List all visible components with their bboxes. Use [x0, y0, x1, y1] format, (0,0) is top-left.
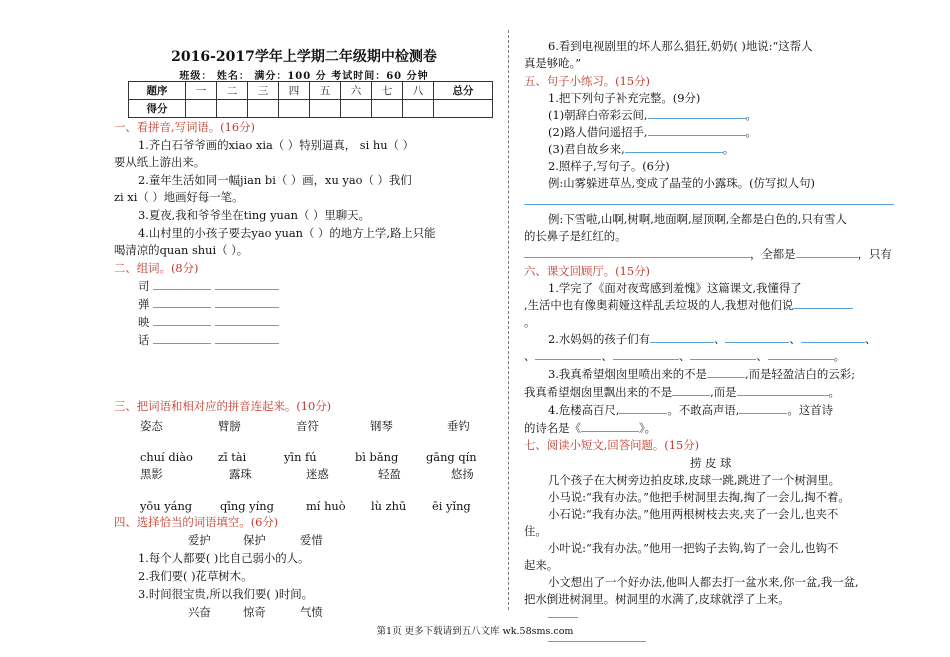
match-word: 迷惑 [306, 467, 329, 481]
answer-blank[interactable] [153, 278, 211, 290]
match-pinyin: ēi yǐng [432, 499, 471, 513]
story-paragraph: 把水倒进树洞里。树洞里的水满了,皮球就浮了上来。 [524, 592, 790, 606]
line-text: ,而是 [710, 385, 737, 399]
line-text: (1)朝辞白帝彩云间, [548, 108, 648, 122]
answer-blank[interactable] [524, 246, 750, 258]
question-line [524, 420, 656, 436]
question-line: 1.学完了《面对夜莺感到羞愧》这篇课文,我懂得了 [548, 281, 802, 295]
question-line: 2.童年生活如同一幅jian bi（ ）画，xu yao（ ）我们 [138, 173, 412, 187]
word-option: 气愤 [300, 605, 323, 619]
match-pinyin: zī tài [218, 450, 247, 464]
word-char: 映 [138, 315, 150, 329]
question-line: 2.照样子,写句子。(6分) [548, 159, 670, 173]
question-line: (3)君自故乡来, 。 [548, 142, 735, 156]
table-cell: 总分 [434, 82, 493, 100]
line-text: 我真希望烟囱里飘出来的不是 [524, 385, 673, 399]
word-option: 兴奋 [188, 605, 211, 619]
story-paragraph: 起来。 [524, 558, 559, 572]
section-6-title: 六、课文回顾厅。(15分) [524, 264, 650, 278]
story-paragraph: 几个孩子在大树旁边拍皮球,皮球一跳,跳进了一个树洞里。 [548, 473, 841, 487]
word-group-item [138, 296, 279, 312]
word-option: 爱护 [188, 533, 211, 547]
question-line: 1.把下列句子补充完整。(9分) [548, 91, 701, 105]
question-line: 我真希望烟囱里飘出来的不是 ,而是 。 [524, 385, 840, 399]
table-cell[interactable] [248, 100, 279, 118]
table-cell[interactable] [403, 100, 434, 118]
table-cell[interactable] [217, 100, 248, 118]
line-text: 的诗名是《 [524, 421, 581, 435]
question-line: 真是够呛。” [524, 56, 582, 70]
table-cell: 三 [248, 82, 279, 100]
question-line [548, 366, 855, 382]
question-line: zi xi（ ）地画好每一笔。 [114, 190, 244, 204]
question-line: 要从纸上游出来。 [114, 155, 206, 169]
question-line: 1.齐白石爷爷画的xiao xia（ ）特别逼真， si hu（ ） [138, 138, 414, 152]
question-line: 2.水妈妈的孩子们有 、 、 、 [548, 332, 877, 346]
question-line: 例:下雪啦,山啊,树啊,地面啊,屋顶啊,全都是白色的,只有雪人 [548, 212, 847, 226]
answer-blank[interactable] [801, 331, 865, 343]
story-paragraph: 小文想出了一个好办法,他叫人都去打一盆水来,你一盆,我一盆, [548, 575, 859, 589]
word-option: 保护 [243, 533, 266, 547]
answer-blank[interactable] [548, 633, 582, 642]
word-group-item [138, 278, 279, 294]
answer-blank[interactable] [616, 633, 646, 642]
story-paragraph: 小石说:“我有办法。”他用两根树枝去夹,夹了一会儿,也夹不 [548, 507, 839, 521]
answer-blank[interactable] [796, 246, 858, 258]
answer-blank[interactable] [215, 278, 279, 290]
table-cell: 题序 [129, 82, 186, 100]
answer-blank[interactable] [648, 124, 746, 136]
answer-blank[interactable] [613, 348, 679, 360]
exam-info: 班级： 姓名： 满分：100 分 考试时间：60 分钟 [179, 71, 429, 82]
answer-blank[interactable] [619, 402, 667, 414]
question-line: (1)朝辞白帝彩云间, 。 [548, 108, 757, 122]
word-group-item [138, 332, 279, 348]
question-line [524, 246, 892, 262]
line-text: 2.水妈妈的孩子们有 [548, 332, 650, 346]
section-4-title: 四、选择恰当的词语填空。(6分) [114, 515, 279, 529]
match-pinyin: chuí diào [140, 450, 193, 464]
match-pinyin: gāng qín [426, 450, 477, 464]
question-line: 的长鼻子是红红的。 [524, 229, 627, 243]
match-word: 悠扬 [451, 467, 474, 481]
answer-blank[interactable] [739, 402, 787, 414]
answer-blank[interactable] [548, 608, 578, 618]
line-text: 3.我真希望烟囱里喷出来的不是 [548, 367, 707, 381]
section-5-title: 五、句子小练习。(15分) [524, 74, 650, 88]
answer-blank[interactable] [215, 332, 279, 344]
word-group-item [138, 314, 279, 330]
table-cell: 五 [310, 82, 341, 100]
table-cell: 一 [186, 82, 217, 100]
answer-line[interactable] [524, 193, 894, 209]
answer-blank[interactable] [737, 384, 829, 396]
line-text: ,生活中也有像奥莉娅这样乱丢垃圾的人,我想对他们说 [524, 298, 794, 312]
match-word: 黑影 [140, 467, 163, 481]
line-text: 》。 [638, 421, 657, 435]
line-text: (2)路人借问遥招手, [548, 125, 648, 139]
table-cell: 二 [217, 82, 248, 100]
match-pinyin: mí huò [306, 499, 346, 513]
answer-blank[interactable] [725, 331, 789, 343]
answer-blank[interactable] [707, 366, 745, 378]
word-option: 爱惜 [300, 533, 323, 547]
question-line: 3.时间很宝贵,所以我们要( )时间。 [138, 587, 314, 601]
column-divider [508, 30, 509, 610]
answer-blank[interactable] [535, 348, 601, 360]
line-text: 4.危楼高百尺, [548, 403, 620, 417]
section-1-title: 一、看拼音,写词语。(16分) [114, 120, 255, 134]
line-text: 。不敢高声语, [667, 403, 740, 417]
story-paragraph: 小叶说:“我有办法。”他用一把钩子去钩,钩了一会儿,也钩不 [548, 541, 839, 555]
word-char: 司 [138, 279, 150, 293]
table-row [129, 82, 493, 100]
line-text: ，全都是 [750, 247, 796, 261]
answer-blank[interactable] [215, 314, 279, 326]
match-pinyin: bì bǎng [355, 450, 399, 464]
answer-blank[interactable] [524, 193, 894, 205]
question-line: 4.山村里的小孩子要去yao yuan（ ）的地方上学,路上只能 [138, 226, 436, 240]
section-7-title: 七、阅读小短文,回答问题。(15分) [524, 438, 700, 452]
match-word: 露珠 [229, 467, 252, 481]
story-paragraph: 住。 [524, 524, 547, 538]
question-line: 。 [524, 315, 536, 329]
answer-blank[interactable] [672, 384, 710, 396]
table-cell: 四 [279, 82, 310, 100]
match-pinyin: qīng yíng [220, 499, 274, 513]
answer-blank[interactable] [582, 633, 616, 642]
question-line [548, 633, 914, 645]
section-3-title: 三、把词语和相对应的拼音连起来。(10分) [114, 399, 332, 413]
match-word: 垂钓 [447, 419, 470, 433]
answer-blank[interactable] [581, 420, 639, 432]
answer-blank[interactable] [648, 107, 746, 119]
question-line [548, 402, 833, 418]
answer-blank[interactable] [768, 348, 834, 360]
match-word: 音符 [296, 419, 319, 433]
answer-blank[interactable] [625, 141, 723, 153]
answer-blank[interactable] [650, 331, 714, 343]
table-cell: 七 [372, 82, 403, 100]
table-cell: 得分 [129, 100, 186, 118]
word-option: 惊奇 [243, 605, 266, 619]
match-pinyin: yīn fú [284, 450, 317, 464]
page-footer: 第1页 更多下载请到五八文库 wk.58sms.com [376, 626, 574, 637]
match-pinyin: lù zhū [371, 499, 407, 513]
table-cell[interactable] [310, 100, 341, 118]
answer-blank[interactable] [153, 332, 211, 344]
answer-blank[interactable] [793, 297, 853, 309]
question-line: 例:山雾躲进草丛,变成了晶莹的小露珠。(仿写拟人句) [548, 176, 815, 190]
question-line [524, 297, 853, 313]
line-text: (3)君自故乡来, [548, 142, 625, 156]
match-word: 臂膀 [218, 419, 241, 433]
answer-blank[interactable] [153, 314, 211, 326]
line-text: ，只有 [857, 247, 892, 261]
table-row [129, 100, 493, 118]
question-line: 1.每个人都要( )比自己弱小的人。 [138, 551, 310, 565]
word-char: 弹 [138, 297, 150, 311]
table-cell: 八 [403, 82, 434, 100]
question-line [548, 608, 578, 621]
score-table [128, 81, 493, 118]
question-line: 3.夏夜,我和爷爷坐在ting yuan（ ）里聊天。 [138, 208, 370, 222]
match-word: 姿态 [140, 419, 163, 433]
table-cell[interactable] [341, 100, 372, 118]
story-paragraph: 小马说:“我有办法。”他把手树洞里去掏,掏了一会儿,掏不着。 [548, 490, 850, 504]
question-line: (2)路人借问遥招手, 。 [548, 125, 757, 139]
table-cell[interactable] [434, 100, 493, 118]
match-word: 钢琴 [370, 419, 393, 433]
question-line: 、 、 、 、 。 [524, 349, 846, 363]
page-title: 2016-2017学年上学期二年级期中检测卷 [171, 49, 437, 65]
line-text: 。这首诗 [787, 403, 833, 417]
story-title: 捞 皮 球 [690, 456, 732, 470]
table-cell: 六 [341, 82, 372, 100]
section-2-title: 二、组词。(8分) [114, 261, 199, 275]
line-text: ,而是轻盈洁白的云彩; [744, 367, 855, 381]
answer-blank[interactable] [690, 348, 756, 360]
question-line: 6.看到电视剧里的坏人那么猖狂,奶奶( )地说:“这帮人 [548, 39, 813, 53]
answer-blank[interactable] [215, 296, 279, 308]
table-cell[interactable] [186, 100, 217, 118]
match-word: 轻盈 [378, 467, 401, 481]
question-line: 喝清凉的quan shui（ ）。 [114, 243, 249, 257]
question-line: 2.我们要( )花草树木。 [138, 569, 253, 583]
table-cell[interactable] [279, 100, 310, 118]
table-cell[interactable] [372, 100, 403, 118]
match-pinyin: yōu yáng [140, 499, 193, 513]
word-char: 话 [138, 333, 150, 347]
answer-blank[interactable] [153, 296, 211, 308]
